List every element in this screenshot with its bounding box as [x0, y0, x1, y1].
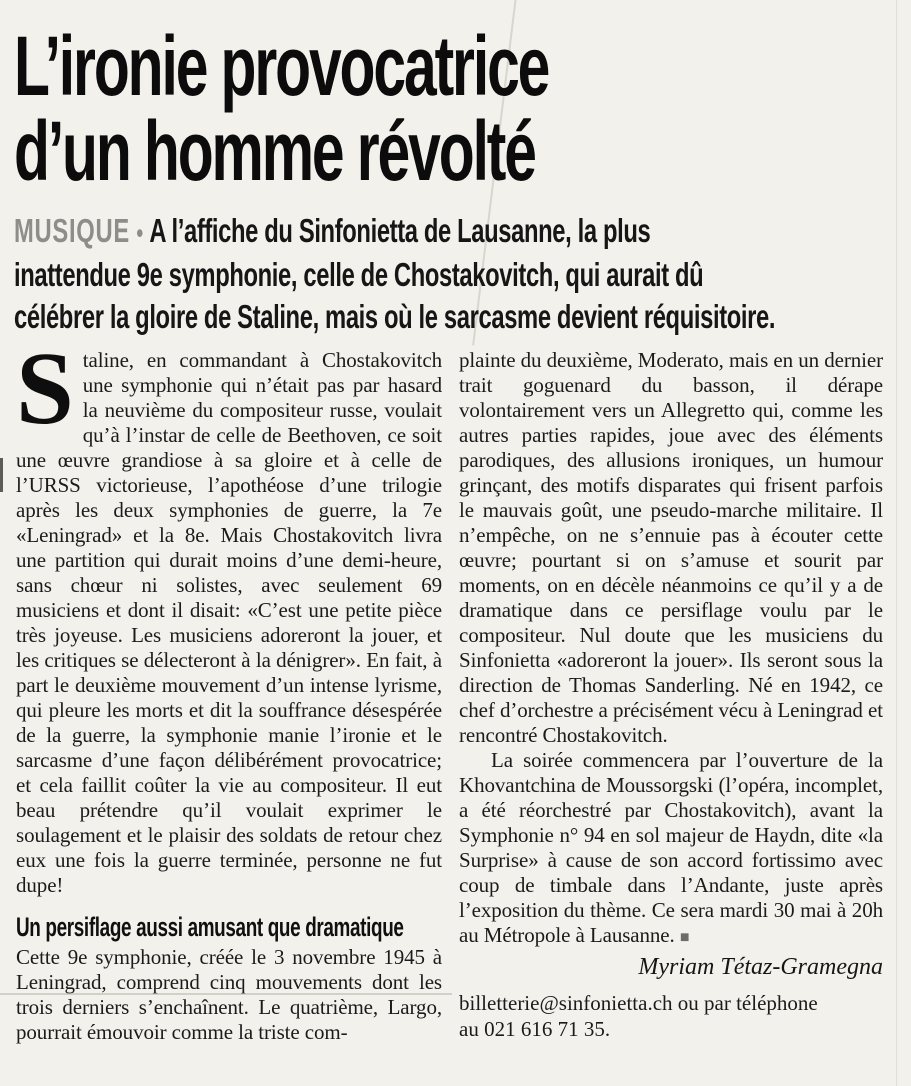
opening-paragraph-text: taline, en commandant à Chostakovitch une symphonie qui n’était pas par hasard la neuvième du compositeur russe, voulait qu’à l’instar de celle de Beethoven, ce soit une œuvre grandiose à sa gloire et à celle de l’URSS victorieuse, l’apothéose d’une trilogie après les deux symphonies de guerre, la 7e «Leningrad» et la 8e. Mais Chostakovitch livra une partition qui durait moins d’une demi-heure, sans chœur ni solistes, avec seulement 69 musiciens et dont il disait: «C’est une petite pièce très joyeuse. Les musiciens adoreront la jouer, et les critiques se délecteront à la dénigrer». En fait, à part le deuxième mouvement d’un intense lyrisme, qui pleure les morts et dit la souffrance désespérée de la guerre, la symphonie manie l’ironie et le sarcasme d’une façon délibérément provocatrice; et cela faillit coûter la vie au compositeur. Il eut beau prétendre qu’il voulait exprimer le soulagement et le plaisir des soldats de retour chez eux une fois la guerre terminée, personne ne fut dupe! — [16, 348, 442, 897]
end-mark: ■ — [679, 929, 690, 946]
scan-edge-artifact-right — [896, 0, 897, 1086]
scan-edge-artifact-left — [0, 458, 3, 492]
standfirst-line-3: célébrer la gloire de Staline, mais où le sarcasme devient réquisitoire. — [14, 298, 776, 335]
standfirst-text: A l’affiche du Sinfonietta de Lausanne, la plus — [149, 212, 651, 249]
scan-line-artifact — [0, 993, 452, 995]
second-paragraph-continued: plainte du deuxième, Moderato, mais en un dernier trait goguenard du basson, il dérape volontairement vers un Allegretto qui, comme les autres parties rapides, joue avec des éléments parodiques, des allusions ironiques, un humour grinçant, des motifs disparates qui frisent parfois le mauvais goût, une pseudo-marche militaire. Il n’empêche, on ne s’ennuie pas à écouter cette œuvre; pourtant si on s’amuse et sourit par moments, on en décèle néanmoins ce qu’il y a de dramatique dans ce persiflage voulu par le compositeur. Nul doute que les musiciens du Sinfonietta «adoreront la jouer». Ils seront sous la direction de Thomas Sanderling. Né en 1942, ce chef d’orchestre a précisément vécu à Leningrad et rencontré Chostakovitch. — [459, 348, 883, 747]
kicker-label: MUSIQUE — [14, 212, 130, 249]
crosshead: Un persiflage aussi amusant que dramatique — [16, 912, 404, 942]
standfirst-line-2: inattendue 9e symphonie, celle de Chostakovitch, qui aurait dû — [14, 256, 704, 293]
closing-paragraph — [459, 748, 883, 950]
left-column — [16, 331, 442, 1045]
contact-line-phone: au 021 616 71 35. — [459, 1017, 611, 1041]
right-column — [459, 348, 883, 1045]
drop-cap: S — [16, 331, 74, 446]
standfirst-line-1 — [14, 210, 660, 254]
opening-paragraph — [16, 331, 442, 898]
contact-info — [459, 990, 883, 1042]
second-paragraph-start: Cette 9e symphonie, créée le 3 novembre 1945 à Leningrad, comprend cinq mouvements dont les trois derniers s’enchaînent. Le quatrième, Largo, pourrait émouvoir comme la triste com- — [16, 945, 442, 1044]
kicker-bullet: • — [136, 218, 143, 248]
headline-line: L’ironie provocatrice — [14, 19, 549, 113]
standfirst — [14, 210, 911, 338]
contact-line-email: billetterie@sinfonietta.ch ou par téléphone — [459, 991, 818, 1015]
closing-paragraph-text: La soirée commencera par l’ouverture de la Khovantchina de Moussorgski (l’opéra, incomplet, a été réorchestré par Chostakovitch), avant la Symphonie n° 94 en sol majeur de Haydn, dite «la Surprise» à cause de son accord fortissimo avec coup de timbale dans l’Andante, juste après l’exposition du thème. Ce sera mardi 30 mai à 20h au Métropole à Lausanne. — [459, 748, 883, 947]
article-body — [0, 331, 911, 1045]
article-headline — [0, 0, 911, 198]
byline: Myriam Tétaz-Gramegna — [638, 954, 883, 980]
headline-line: d’un homme révolté — [14, 104, 535, 198]
